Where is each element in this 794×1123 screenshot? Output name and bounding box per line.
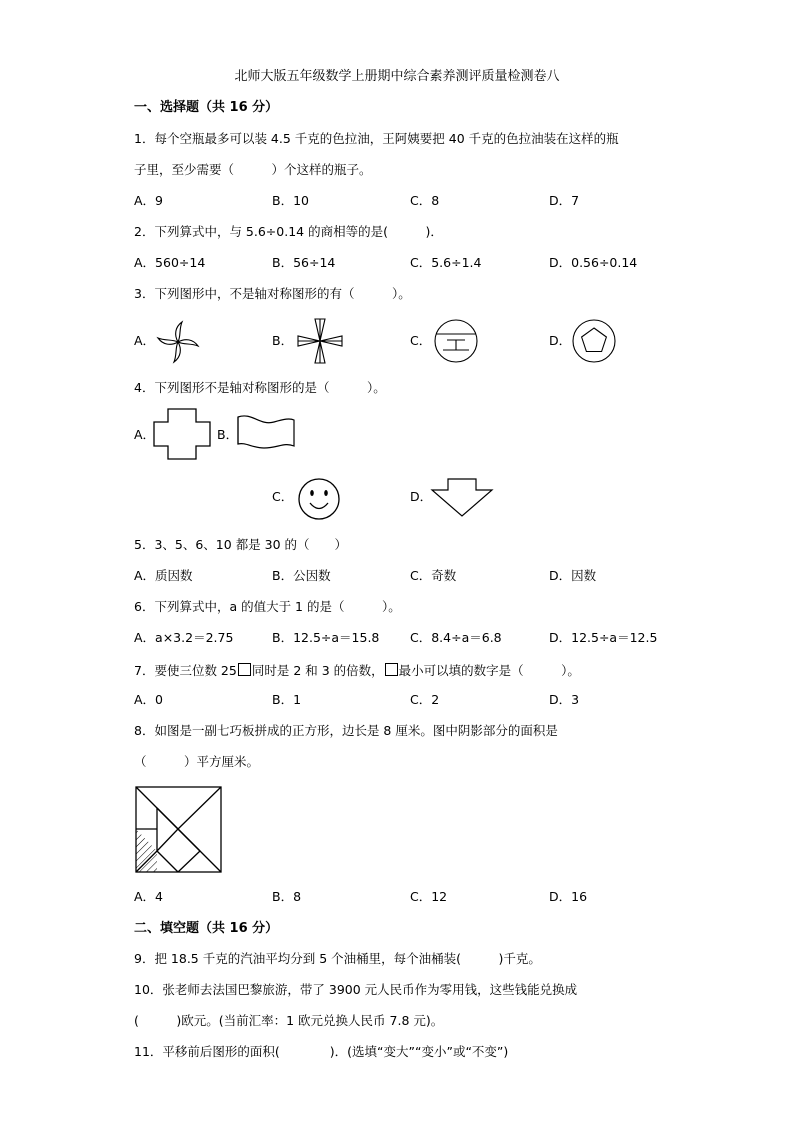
windmill-icon: [295, 316, 345, 366]
question-9: 9．把 18.5 千克的汽油平均分到 5 个油桶里，每个油桶装( )千克。: [134, 951, 541, 966]
question-7-part-c: 最小可以填的数字是（ ）。: [398, 663, 580, 678]
question-1-line2: 子里，至少需要（ ）个这样的瓶子。: [134, 162, 372, 177]
q2-option-d[interactable]: D．0.56÷0.14: [549, 255, 638, 270]
question-7-part-b: 同时是 2 和 3 的倍数，: [251, 663, 384, 678]
q3-option-b[interactable]: B．: [272, 333, 294, 348]
question-10-line1: 10．张老师去法国巴黎旅游，带了 3900 元人民币作为零用钱，这些钱能兑换成: [134, 982, 578, 997]
q8-option-a[interactable]: A．4: [134, 889, 164, 904]
section-heading-choice: [134, 101, 278, 114]
q3-option-a[interactable]: A．: [134, 333, 156, 348]
question-7-part-a: 7．要使三位数 25: [134, 663, 237, 678]
section-heading-score: 16: [229, 921, 248, 936]
q2-option-b[interactable]: B．56÷14: [272, 255, 336, 270]
q3-option-c[interactable]: C．: [410, 333, 432, 348]
question-10-line2: ( )欧元。(当前汇率：1 欧元兑换人民币 7.8 元)。: [134, 1013, 444, 1028]
q7-option-d[interactable]: D．3: [549, 692, 580, 707]
smiley-face-icon: [296, 476, 342, 522]
q7-option-a[interactable]: A．0: [134, 692, 164, 707]
page-title: 北师大版五年级数学上册期中综合素养测评质量检测卷八: [234, 69, 560, 84]
question-6: 6．下列算式中，a 的值大于 1 的是（ ）。: [134, 599, 401, 614]
q5-option-a[interactable]: A．质因数: [134, 568, 193, 583]
q2-option-a[interactable]: A．560÷14: [134, 255, 206, 270]
question-8-line1: 8．如图是一副七巧板拼成的正方形，边长是 8 厘米。图中阴影部分的面积是: [134, 723, 558, 738]
section-heading-fill: [134, 922, 278, 935]
q6-option-a[interactable]: A．a×3.2＝2.75: [134, 630, 234, 645]
question-4: 4．下列图形不是轴对称图形的是（ ）。: [134, 380, 386, 395]
q6-option-b[interactable]: B．12.5÷a＝15.8: [272, 630, 380, 645]
q4-option-b[interactable]: B．: [217, 427, 239, 442]
question-7: [134, 663, 580, 678]
section-heading-score: 16: [229, 100, 248, 115]
circle-with-symbol-icon: [432, 317, 480, 365]
q4-option-c[interactable]: C．: [272, 489, 294, 504]
pinwheel-icon: [154, 318, 202, 366]
tangram-square-icon: [134, 785, 224, 875]
question-2: 2．下列算式中，与 5.6÷0.14 的商相等的是( )．: [134, 224, 443, 239]
wavy-flag-icon: [234, 414, 298, 454]
q1-option-a[interactable]: A．9: [134, 193, 164, 208]
blank-box-icon: [238, 663, 251, 676]
q7-option-c[interactable]: C．2: [410, 692, 440, 707]
q4-option-a[interactable]: A．: [134, 427, 156, 442]
question-1-line1: 1．每个空瓶最多可以装 4.5 千克的色拉油，王阿姨要把 40 千克的色拉油装在这样的瓶: [134, 131, 619, 146]
cross-shape-icon: [152, 408, 212, 460]
q5-option-c[interactable]: C．奇数: [410, 568, 457, 583]
q8-option-c[interactable]: C．12: [410, 889, 448, 904]
section-heading-suffix: 分）: [247, 100, 279, 115]
pentagon-in-circle-icon: [570, 317, 618, 365]
section-heading-prefix: 一、选择题（共: [134, 100, 230, 115]
q6-option-c[interactable]: C．8.4÷a＝6.8: [410, 630, 502, 645]
question-8-line2: （ ）平方厘米。: [134, 754, 260, 769]
q2-option-c[interactable]: C．5.6÷1.4: [410, 255, 482, 270]
q8-option-b[interactable]: B．8: [272, 889, 302, 904]
q7-option-b[interactable]: B．1: [272, 692, 302, 707]
blank-box-icon: [385, 663, 398, 676]
q1-option-d[interactable]: D．7: [549, 193, 580, 208]
question-3: 3．下列图形中，不是轴对称图形的有（ ）。: [134, 286, 411, 301]
q8-option-d[interactable]: D．16: [549, 889, 588, 904]
q6-option-d[interactable]: D．12.5÷a＝12.5: [549, 630, 658, 645]
q4-option-d[interactable]: D．: [410, 489, 433, 504]
q3-option-d[interactable]: D．: [549, 333, 572, 348]
q1-option-b[interactable]: B．10: [272, 193, 309, 208]
section-heading-suffix: 分）: [247, 921, 279, 936]
section-heading-prefix: 二、填空题（共: [134, 921, 230, 936]
q5-option-d[interactable]: D．因数: [549, 568, 597, 583]
down-arrow-icon: [430, 478, 494, 518]
q5-option-b[interactable]: B．公因数: [272, 568, 331, 583]
question-11: 11．平移前后图形的面积( )．(选填“变大”“变小”或“不变”): [134, 1044, 509, 1059]
q1-option-c[interactable]: C．8: [410, 193, 440, 208]
question-5: 5．3、5、6、10 都是 30 的（ ）: [134, 537, 348, 552]
